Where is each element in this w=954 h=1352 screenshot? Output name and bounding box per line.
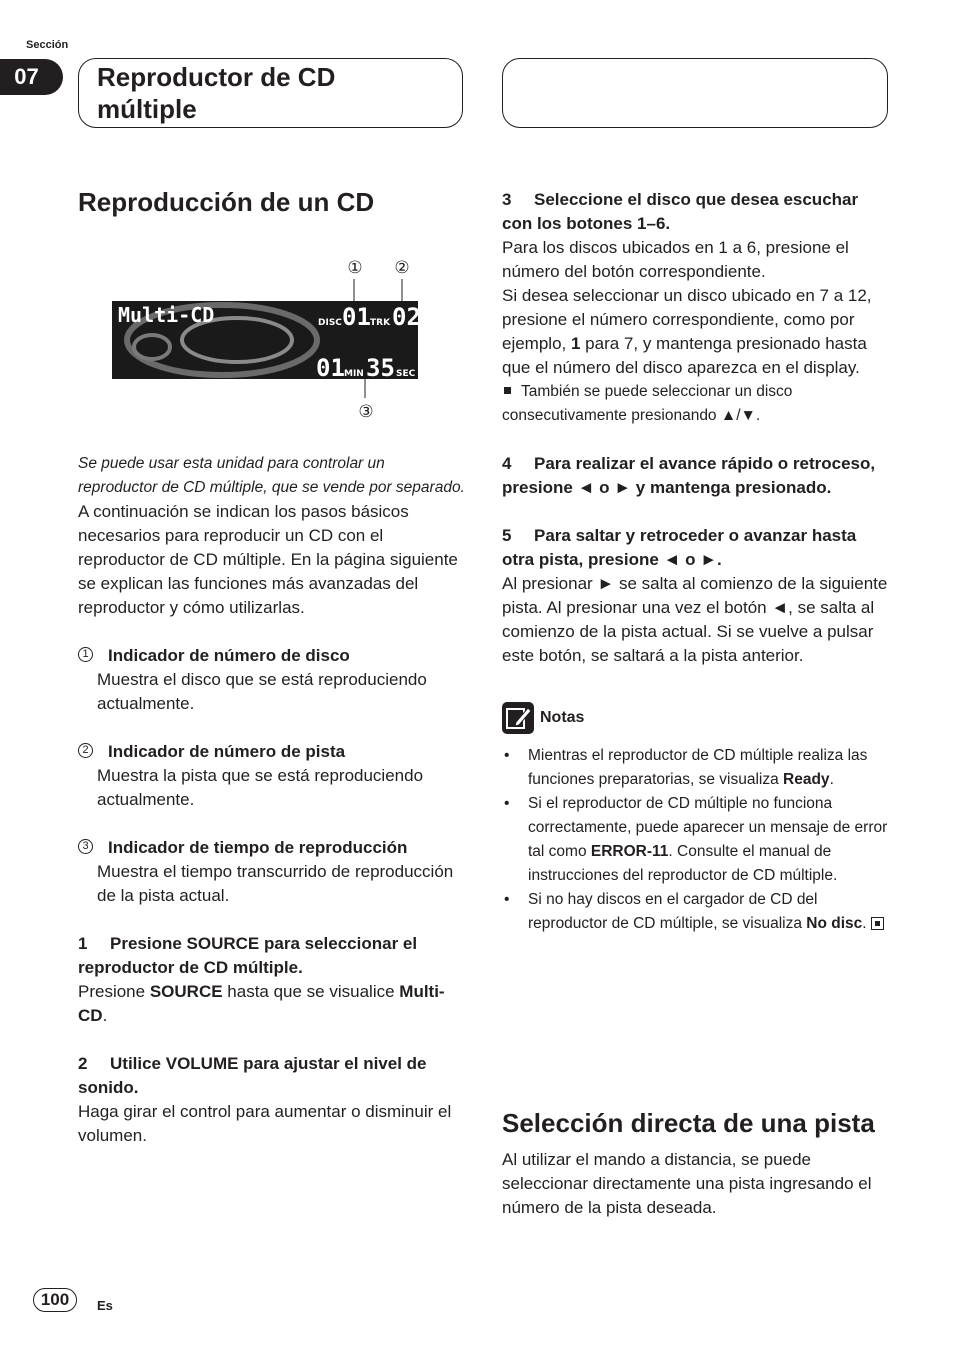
cd-display-graphic bbox=[112, 255, 422, 420]
step-3-title: 3 Seleccione el disco que desea escuchar con los botones 1–6. bbox=[502, 190, 859, 233]
section-number-tab bbox=[0, 59, 63, 95]
screen-mode-text: Multi-CD bbox=[118, 303, 215, 327]
note-item: • Si el reproductor de CD múltiple no funciona correctamente, puede aparecer un mensaje de error tal como ERROR-11. Consulte el manual de instrucciones del reproductor de CD múltiple. bbox=[502, 792, 890, 888]
section-label: Sección bbox=[26, 39, 69, 51]
screen-trk-label: TRK bbox=[370, 318, 391, 328]
screen-sec-value: 35 bbox=[366, 354, 395, 382]
screen-disc-label: DISC bbox=[318, 318, 342, 328]
intro-italic: Se puede usar esta unidad para controlar un reproductor de CD múltiple, que se vende por separado. bbox=[78, 455, 465, 496]
step-1-title: 1 Presione SOURCE para seleccionar el reproductor de CD múltiple. bbox=[78, 934, 418, 977]
callout-1-marker: ① bbox=[347, 258, 363, 278]
end-mark-icon bbox=[871, 917, 884, 930]
screen-disc-value: 01 bbox=[342, 303, 371, 331]
callout-title: Indicador de número de pista bbox=[108, 742, 346, 761]
notes-list bbox=[502, 744, 890, 936]
step-3-text-2: Si desea seleccionar un disco ubicado en 7 a 12, presione el número correspondiente, como por ejemplo, 1 para 7, y mantenga presionado hasta que el número del disco aparezca en el display. bbox=[502, 286, 872, 377]
callout-number: 2 bbox=[78, 743, 93, 758]
right-column-text bbox=[502, 188, 890, 936]
callout-text: Muestra el tiempo transcurrido de reproducción de la pista actual. bbox=[97, 862, 454, 905]
step-2-text: Haga girar el control para aumentar o disminuir el volumen. bbox=[78, 1102, 452, 1145]
header-empty-box bbox=[502, 58, 888, 128]
language-code: Es bbox=[97, 1298, 113, 1313]
screen-min-value: 01 bbox=[316, 354, 345, 382]
callout-number: 3 bbox=[78, 839, 93, 854]
step-3-text-1: Para los discos ubicados en 1 a 6, presione el número del botón correspondiente. bbox=[502, 238, 849, 281]
callout-2 bbox=[78, 740, 468, 764]
chapter-title: Reproductor de CD múltiple bbox=[97, 62, 336, 124]
square-bullet-icon bbox=[504, 387, 511, 394]
callout-title: Indicador de número de disco bbox=[108, 646, 350, 665]
step-5-title: 5 Para saltar y retroceder o avanzar hasta otra pista, presione ◄ o ►. bbox=[502, 526, 857, 569]
screen-min-label: MIN bbox=[344, 369, 364, 379]
callout-3 bbox=[78, 836, 468, 860]
step-3-note: También se puede seleccionar un disco consecutivamente presionando ▲/▼. bbox=[502, 383, 793, 424]
callout-1 bbox=[78, 644, 468, 668]
callout-title: Indicador de tiempo de reproducción bbox=[108, 838, 408, 857]
note-item: • Si no hay discos en el cargador de CD del reproductor de CD múltiple, se visualiza No disc. bbox=[502, 888, 890, 936]
direct-track-text: Al utilizar el mando a distancia, se puede seleccionar directamente una pista ingresando el número de la pista deseada. bbox=[502, 1150, 872, 1217]
note-item: • Mientras el reproductor de CD múltiple realiza las funciones preparatorias, se visualiza Ready. bbox=[502, 744, 890, 792]
notes-pencil-icon bbox=[502, 702, 534, 734]
page-heading: Reproducción de un CD bbox=[78, 187, 375, 217]
screen-sec-label: SEC bbox=[396, 369, 416, 379]
step-4-title: 4 Para realizar el avance rápido o retroceso, presione ◄ o ► y mantenga presionado. bbox=[502, 454, 876, 497]
step-2-title: 2 Utilice VOLUME para ajustar el nivel de sonido. bbox=[78, 1054, 427, 1097]
left-column-text bbox=[78, 452, 468, 1148]
screen-trk-value: 02 bbox=[392, 303, 421, 331]
notes-header bbox=[502, 702, 890, 734]
callout-3-marker: ③ bbox=[358, 402, 374, 420]
step-1-text: Presione SOURCE hasta que se visualice Multi-CD. bbox=[78, 982, 445, 1025]
callout-text: Muestra el disco que se está reproduciendo actualmente. bbox=[97, 670, 427, 713]
cd-display-illustration bbox=[112, 255, 422, 420]
section-number: 07 bbox=[14, 64, 39, 89]
page-number: 100 bbox=[33, 1288, 77, 1312]
callout-number: 1 bbox=[78, 647, 93, 662]
callout-2-marker: ② bbox=[394, 258, 410, 278]
step-5-text: Al presionar ► se salta al comienzo de la siguiente pista. Al presionar una vez el botón ◄, se salta al comienzo de la pista actual. Si se vuelve a pulsar este botón, se saltará a la pista anterior. bbox=[502, 574, 888, 665]
notes-title: Notas bbox=[540, 709, 585, 726]
callout-text: Muestra la pista que se está reproduciendo actualmente. bbox=[97, 766, 424, 809]
intro-text: A continuación se indican los pasos básicos necesarios para reproducir un CD con el reproductor de CD múltiple. En la página siguiente se explican las funciones más avanzadas del reproductor y cómo utilizarlas. bbox=[78, 502, 458, 617]
section-heading-direct-track: Selección directa de una pista bbox=[502, 1108, 875, 1138]
